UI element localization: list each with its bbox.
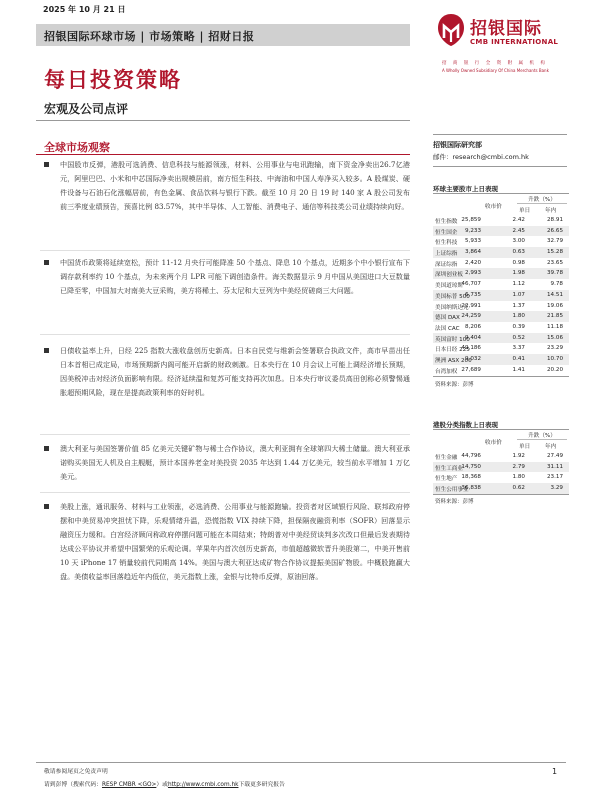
index-table-title: 环球主要股市上日表现 — [433, 185, 498, 193]
page-title: 每日投资策略 — [44, 67, 182, 92]
row-close: 2,993 — [464, 270, 481, 277]
bullet-item — [44, 256, 410, 298]
bullet-text: 中国货币政策将延续宽松，预计 11-12 月央行可能降准 50 个基点、降息 10 个基点，近期多个中小银行宣布下调存款利率约 10 个基点，为未来两个月 LPR 可能下调创造条件。海关数据显示 9 月中国从美国进口大豆数量已降至零，中国加大对南美大豆采购，美方将稀土、芬太尼和大豆列为中美经贸磋商三大问题。 — [60, 258, 410, 295]
row-name: 美国道琼斯 — [435, 283, 463, 290]
bullet-item — [44, 442, 410, 484]
table-row — [433, 247, 569, 258]
row-close: 46,707 — [461, 281, 481, 288]
row-name: 恒生公用事业 — [435, 487, 469, 494]
table-rule — [433, 193, 569, 194]
row-ytd-change: 31.11 — [546, 463, 563, 470]
row-close: 6,735 — [464, 291, 481, 298]
row-day-change: 1.80 — [512, 474, 525, 481]
table-row — [433, 451, 569, 462]
page-subtitle: 宏观及公司点评 — [44, 102, 129, 116]
row-close: 9,233 — [464, 227, 481, 234]
row-ytd-change: 19.06 — [546, 302, 563, 309]
table-body — [433, 451, 569, 494]
footer-contact-prefix: 请到彭博（搜索代码： — [44, 782, 102, 788]
bullet-item — [44, 158, 410, 214]
table-row — [433, 215, 569, 226]
table-row — [433, 279, 569, 290]
row-name: 恒生国企 — [435, 229, 458, 236]
row-ytd-change: 23.17 — [546, 474, 563, 481]
table-row — [433, 483, 569, 494]
row-close: 36,838 — [461, 485, 481, 492]
bullet-divider — [40, 434, 410, 435]
row-ytd-change: 15.28 — [546, 249, 563, 256]
table-rule — [433, 494, 569, 495]
breadcrumb: 招银国际环球市场 | 市场策略 | 招财日报 — [44, 30, 255, 43]
row-close: 9,032 — [464, 355, 481, 362]
bullet-text: 澳大利亚与美国签署价值 85 亿美元关键矿物与稀土合作协议，澳大利亚拥有全球第四大稀土储量。澳大利亚承诺购买美国无人机及自主舰艇，预计本国养老金对美投资 2035 年达到 1.44 万亿美元，较当前水平增加 1 万亿美元。 — [60, 444, 410, 481]
row-ytd-change: 10.70 — [546, 355, 563, 362]
row-ytd-change: 20.20 — [546, 366, 563, 373]
row-ytd-change: 14.51 — [546, 291, 563, 298]
row-ytd-change: 39.78 — [546, 270, 563, 277]
table-body — [433, 215, 569, 375]
row-close: 24,259 — [461, 313, 481, 320]
row-day-change: 1.41 — [512, 366, 525, 373]
bloomberg-code-link[interactable]: RESP CMBR <GO> — [101, 782, 157, 788]
row-ytd-change: 32.79 — [546, 238, 563, 245]
sector-table — [433, 431, 569, 494]
row-day-change: 3.37 — [512, 345, 525, 352]
row-name: 恒生科技 — [435, 240, 458, 247]
bullet-icon — [44, 162, 49, 167]
row-name: 台湾加权 — [435, 368, 458, 375]
row-name: 日本日经 225 — [435, 347, 470, 354]
row-day-change: 0.52 — [512, 334, 525, 341]
row-day-change: 1.92 — [512, 453, 525, 459]
group-rule — [517, 439, 567, 440]
website-link[interactable]: http://www.cmbi.com.hk — [167, 782, 239, 788]
col-day: 单日 — [519, 208, 531, 214]
bullet-text: 中国股市反弹，港股可选消费、信息科技与能源领涨，材料、公用事业与电讯跑输，南下资金净卖出26.7亿港元，阿里巴巴、小米和中芯国际净卖出规模居前，南方恒生科技、中海油和中国人寿净买入较多。A 股煤炭、硬件设备与石油石化涨幅居前，有色金属、食品饮料与银行下跌。截至 10 月 20 日 19 时 140 家 A 股公司发布前三季度业绩预告，预喜比例 83.57%，其中半导体、人工智能、消费电子、通信等科技类公司业绩持续向好。 — [60, 160, 410, 211]
row-name: 美国纳斯达克 — [435, 304, 469, 311]
group-rule — [517, 203, 567, 204]
col-close: 收市价 — [485, 440, 502, 446]
footer-contact — [44, 779, 285, 788]
bullet-divider — [40, 250, 410, 251]
bullet-icon — [44, 348, 49, 353]
row-day-change: 0.98 — [512, 259, 525, 266]
row-name: 深证综指 — [435, 261, 458, 268]
col-close: 收市价 — [485, 204, 502, 210]
row-close: 2,420 — [464, 259, 481, 266]
bullet-item — [44, 344, 410, 400]
table-row — [433, 311, 569, 322]
research-dept: 招银国际研究部 — [433, 141, 482, 149]
email-label: 邮件： — [433, 153, 453, 161]
bullet-divider — [40, 492, 410, 493]
table-row — [433, 268, 569, 279]
row-name: 上证综指 — [435, 251, 458, 258]
row-ytd-change: 21.85 — [546, 313, 563, 320]
bullet-icon — [44, 504, 49, 509]
row-name: 美国标普 500 — [435, 293, 470, 300]
row-close: 25,859 — [461, 217, 481, 223]
row-name: 恒生工商业 — [435, 465, 463, 472]
row-day-change: 0.63 — [512, 249, 525, 256]
row-day-change: 1.12 — [512, 281, 525, 288]
logo-slogan-cn: 招 商 银 行 全 资 附 属 机 构 — [442, 61, 548, 66]
row-ytd-change: 15.06 — [546, 334, 563, 341]
row-day-change: 1.98 — [512, 270, 525, 277]
bullet-item — [44, 500, 410, 584]
col-day: 单日 — [519, 444, 531, 450]
bullet-icon — [44, 446, 49, 451]
row-close: 3,864 — [464, 249, 481, 256]
row-day-change: 0.62 — [512, 485, 525, 492]
title-divider — [36, 120, 410, 121]
row-ytd-change: 23.65 — [546, 259, 563, 266]
table-row — [433, 290, 569, 301]
row-name: 德国 DAX — [435, 315, 460, 322]
row-day-change: 2.45 — [512, 227, 525, 234]
row-name: 法国 CAC — [435, 325, 460, 332]
row-ytd-change: 9.78 — [550, 281, 563, 288]
bullet-icon — [44, 260, 49, 265]
bullet-divider — [40, 334, 410, 335]
row-day-change: 1.80 — [512, 313, 525, 320]
row-ytd-change: 11.18 — [546, 323, 563, 330]
table-row — [433, 236, 569, 247]
row-name: 恒生指数 — [435, 219, 458, 225]
row-day-change: 3.00 — [512, 238, 525, 245]
section-heading: 全球市场观察 — [44, 141, 110, 154]
bullet-text: 日债收益率上升，日经 225 指数大涨收盘创历史新高。日本自民党与维新会签署联合执政文件，高市早苗出任日本首相已成定局，市场预期新内阁可能开启新的财政刺激。日本央行在 10 月会议上可能上调经济增长预期，因美税冲击对经济负面影响有限。经济延续温和复苏可能支持再次加息。日本央行审议委员高田创称必须警惕通胀超预期风险，现在是提高政策利率的好时机。 — [60, 346, 410, 397]
row-close: 44,796 — [461, 453, 481, 459]
cmbi-logo-icon — [436, 12, 466, 48]
logo-slogan-en: A Wholly Owned Subsidiary Of China Merchants Bank — [442, 68, 549, 73]
row-ytd-change: 26.65 — [546, 227, 563, 234]
logo-name-cn: 招银国际 — [470, 19, 542, 39]
row-day-change: 2.42 — [512, 217, 525, 223]
col-group: 升跌（%） — [528, 433, 556, 439]
table-row — [433, 301, 569, 312]
sidebar-contact — [433, 140, 567, 161]
footer-contact-mid: ）或 — [156, 782, 168, 788]
row-close: 18,368 — [461, 474, 481, 481]
row-day-change: 1.37 — [512, 302, 525, 309]
row-close: 27,689 — [461, 366, 481, 373]
row-close: 49,186 — [461, 345, 481, 352]
table-row — [433, 365, 569, 376]
row-ytd-change: 28.91 — [546, 217, 563, 223]
table-header — [433, 431, 569, 451]
index-table-source: 资料来源：彭博 — [435, 382, 474, 388]
bullet-text: 美股上涨，通讯服务、材料与工业领涨，必选消费、公用事业与能源跑输。投资者对区域银行风险、联邦政府停摆和中美贸易冲突担忧下降，乐观情绪升温，恐慌指数 VIX 持续下降，担保隔夜融资利率（SOFR）回落显示融资压力缓和。白宫经济顾问称政府停摆问题可能在本周结束；特朗普对中美经贸谈判多次改口但最后发表期待达成公平协议并希望中国繁荣的乐观论调。苹果年内首次创历史新高，市值超越微软晋升美股第二，中美开售前 10 天 iPhone 17 销量较前代同期高 14%。美国与澳大利亚达成矿物合作协议提振美国矿物股。中概股跑赢大盘。美债收益率回落趋近年内低位，美元指数上涨，金银与比特币反弹，原油回落。 — [60, 502, 410, 581]
footer-divider — [36, 762, 566, 763]
email-link[interactable]: research@cmbi.com.hk — [452, 153, 529, 161]
footer-contact-suffix: 下载更多研究报告 — [238, 782, 285, 788]
row-ytd-change: 23.29 — [546, 345, 563, 352]
col-group: 升跌（%） — [528, 197, 556, 203]
table-header — [433, 195, 569, 215]
index-table — [433, 195, 569, 375]
logo-name-en: CMB INTERNATIONAL — [470, 38, 559, 46]
row-close: 22,991 — [461, 302, 481, 309]
row-day-change: 0.39 — [512, 323, 525, 330]
page-number: 1 — [552, 767, 558, 776]
row-name: 英国富时 100 — [435, 336, 470, 343]
row-day-change: 2.79 — [512, 463, 525, 470]
table-row — [433, 322, 569, 333]
row-name: 恒生地产 — [435, 476, 458, 483]
report-date: 2025 年 10 月 21 日 — [43, 5, 126, 14]
sector-table-source: 资料来源：彭博 — [435, 499, 474, 505]
table-row — [433, 343, 569, 354]
row-name: 恒生金融 — [435, 455, 458, 461]
row-name: 澳洲 ASX 200 — [435, 357, 472, 364]
row-ytd-change: 27.49 — [546, 453, 563, 459]
row-close: 14,750 — [461, 463, 481, 470]
col-ytd: 年内 — [545, 208, 557, 214]
table-row — [433, 472, 569, 483]
row-close: 9,404 — [464, 334, 481, 341]
table-row — [433, 226, 569, 237]
row-close: 5,933 — [464, 238, 481, 245]
table-row — [433, 462, 569, 473]
section-divider — [36, 154, 410, 155]
cmbi-logo — [436, 10, 586, 80]
row-day-change: 1.07 — [512, 291, 525, 298]
row-close: 8,206 — [464, 323, 481, 330]
col-ytd: 年内 — [545, 444, 557, 450]
sidebar-rule — [433, 166, 567, 167]
row-name: 深圳创业板 — [435, 272, 463, 279]
table-row — [433, 258, 569, 269]
table-rule — [433, 429, 569, 430]
table-row — [433, 354, 569, 365]
table-rule — [433, 376, 569, 377]
email-line — [433, 152, 567, 161]
row-day-change: 0.41 — [512, 355, 525, 362]
table-row — [433, 333, 569, 344]
footer-disclaimer: 敬请参阅尾页之免责声明 — [44, 769, 108, 775]
sidebar-top-rule — [433, 134, 567, 135]
row-ytd-change: 3.29 — [550, 485, 563, 492]
sector-table-title: 港股分类指数上日表现 — [433, 421, 498, 429]
